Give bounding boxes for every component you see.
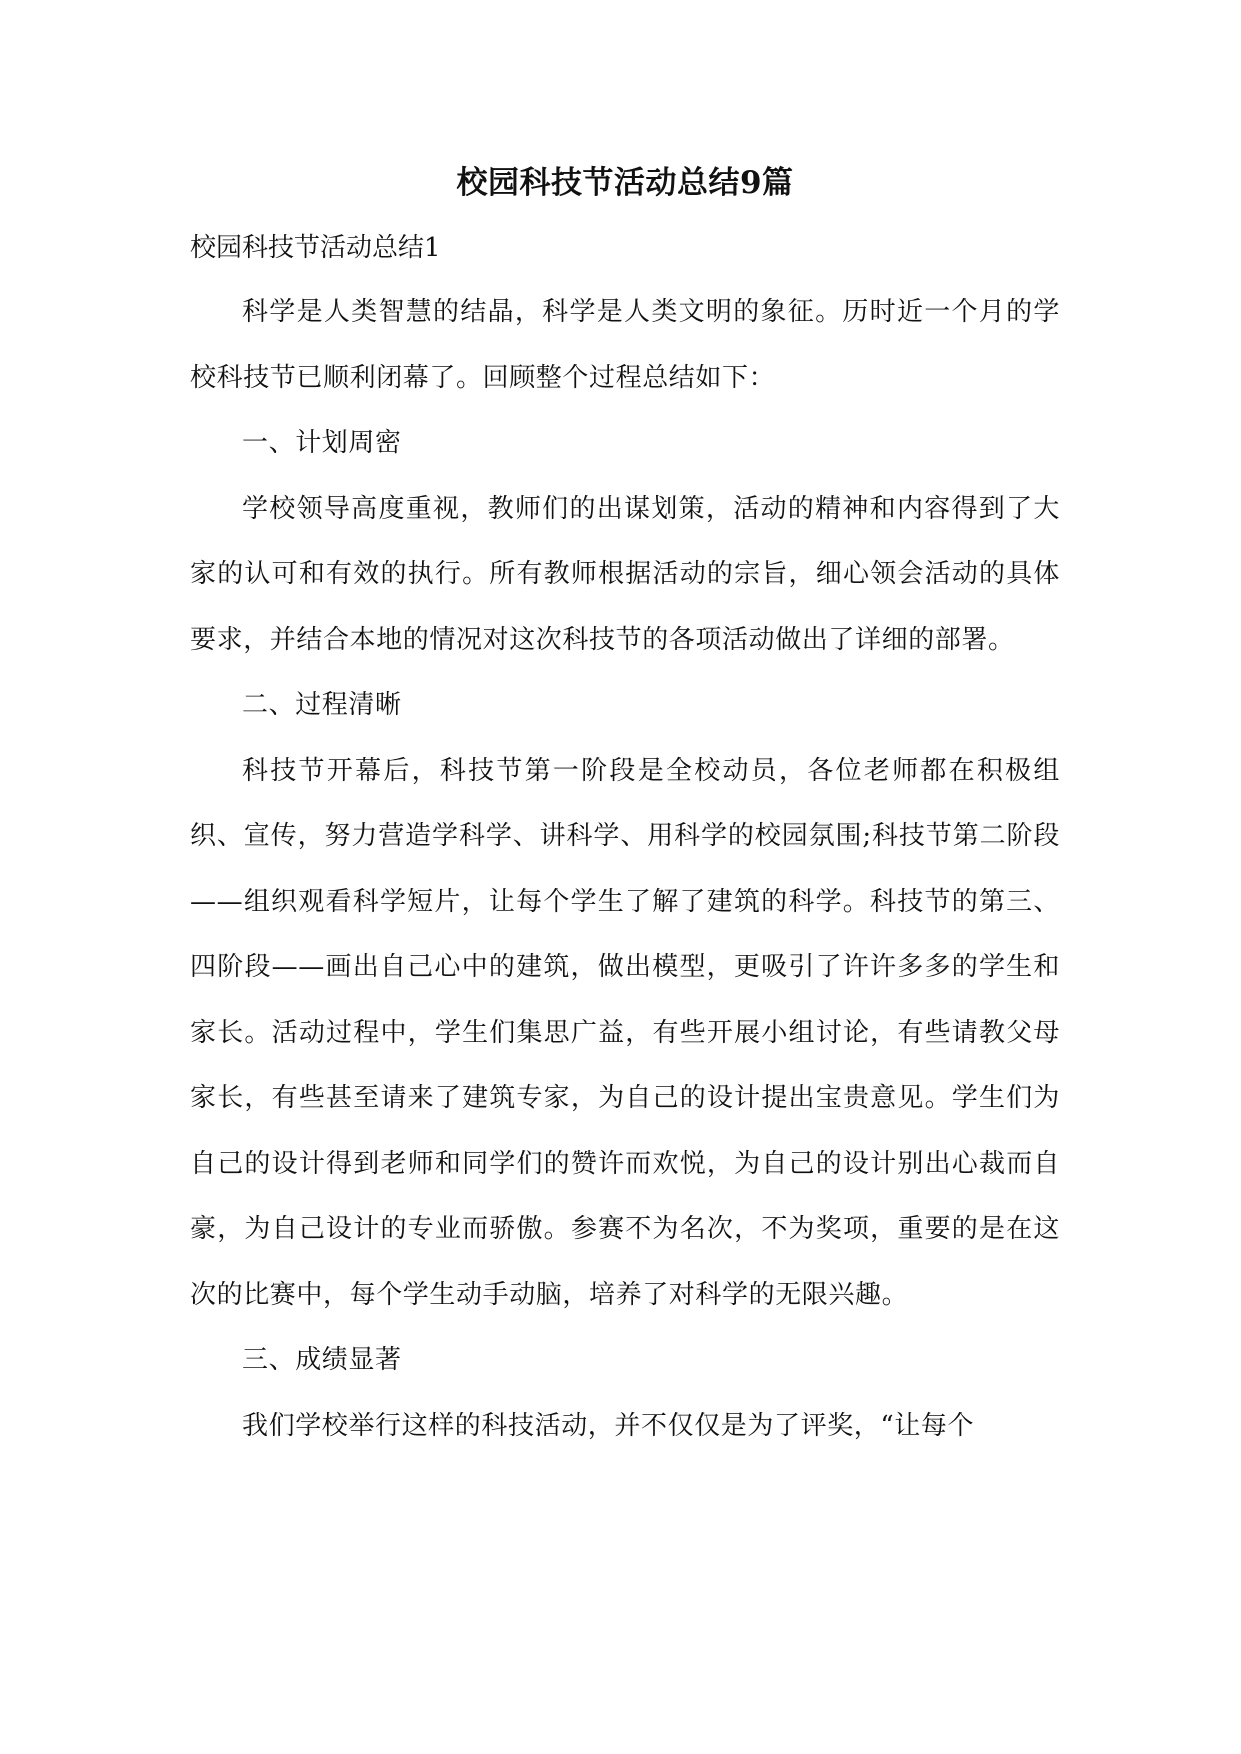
paragraph-plan: 学校领导高度重视，教师们的出谋划策，活动的精神和内容得到了大家的认可和有效的执行。所有教师根据活动的宗旨，细心领会活动的具体要求，并结合本地的情况对这次科技节的各项活动做出了详细的部署。 — [190, 493, 1060, 655]
heading-process: 二、过程清晰 — [242, 690, 402, 720]
paragraph-process: 科技节开幕后，科技节第一阶段是全校动员，各位老师都在积极组织、宣传，努力营造学科学、讲科学、用科学的校园氛围;科技节第二阶段——组织观看科学短片，让每个学生了解了建筑的科学。科技节的第三、四阶段——画出自己心中的建筑，做出模型，更吸引了许许多多的学生和家长。活动过程中，学生们集思广益，有些开展小组讨论，有些请教父母家长，有些甚至请来了建筑专家，为自己的设计提出宝贵意见。学生们为自己的设计得到老师和同学们的赞许而欢悦，为自己的设计别出心裁而自豪，为自己设计的专业而骄傲。参赛不为名次，不为奖项，重要的是在这次的比赛中，每个学生动手动脑，培养了对科学的无限兴趣。 — [190, 755, 1060, 1310]
heading-results: 三、成绩显著 — [242, 1345, 402, 1375]
section-title: 校园科技节活动总结1 — [190, 233, 441, 263]
document-title: 校园科技节活动总结9篇 — [456, 165, 794, 201]
document-body — [190, 150, 1060, 1459]
paragraph-intro: 科学是人类智慧的结晶，科学是人类文明的象征。历时近一个月的学校科技节已顺利闭幕了。回顾整个过程总结如下： — [190, 297, 1060, 393]
heading-plan: 一、计划周密 — [242, 428, 402, 458]
paragraph-results: 我们学校举行这样的科技活动，并不仅仅是为了评奖，“让每个 — [242, 1410, 975, 1441]
